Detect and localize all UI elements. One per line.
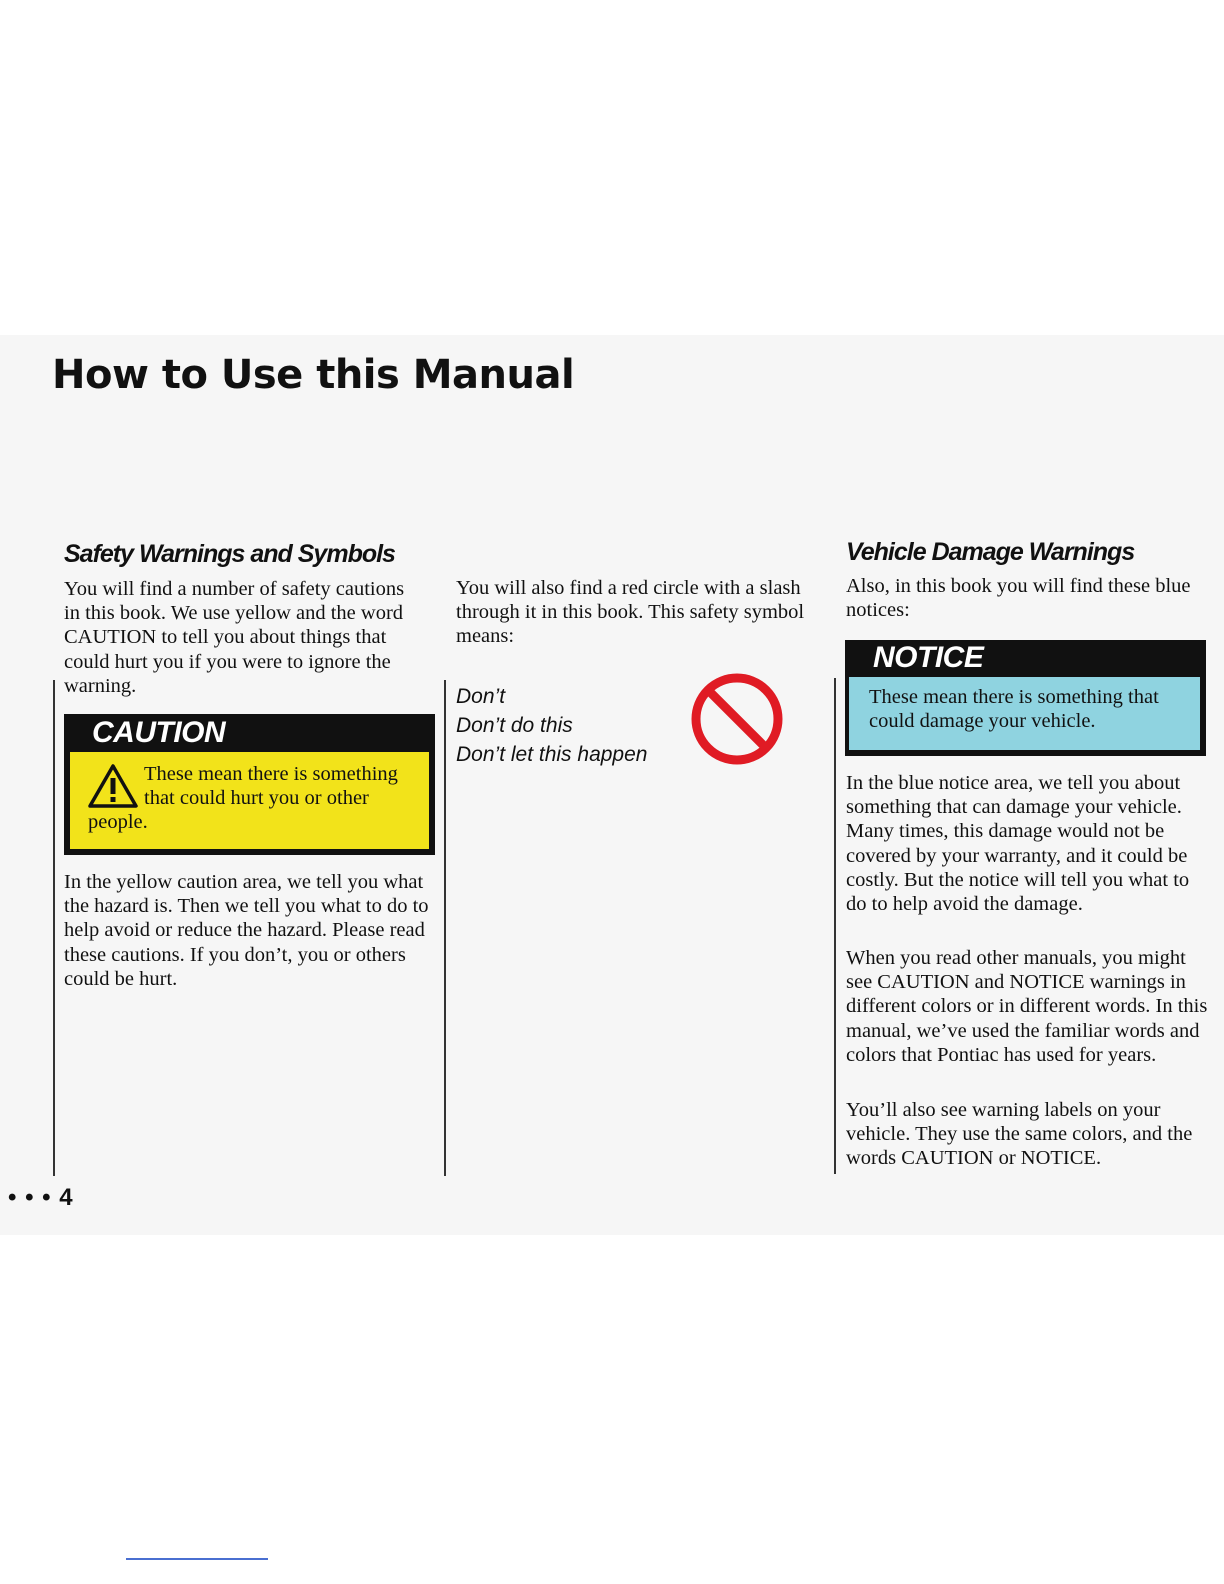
safety-symbol-intro: You will also find a red circle with a slash through it in this book. This safety symbol means: — [456, 577, 805, 648]
safety-heading: Safety Warnings and Symbols — [64, 540, 395, 568]
bottom-rule — [126, 1558, 268, 1560]
caution-content — [88, 762, 418, 835]
notice-intro: Also, in this book you will find these blue notices: — [846, 575, 1191, 622]
page-number: • • • 4 — [8, 1184, 74, 1211]
dont-line-3: Don’t let this happen — [456, 743, 648, 766]
safety-intro: You will find a number of safety cautions in this book. We use yellow and the word CAUTION to tell you about things that could hurt you if you were to ignore the warning. — [64, 578, 405, 697]
caution-panel — [70, 752, 429, 849]
column-divider — [53, 680, 55, 1176]
other-manuals-paragraph: When you read other manuals, you might see CAUTION and NOTICE warnings in different colors or in different words. In this manual, we’ve used the familiar words and colors that Pontiac has used for years. — [846, 947, 1208, 1066]
notice-box — [845, 640, 1206, 756]
warning-labels-paragraph: You’ll also see warning labels on your vehicle. They use the same colors, and the words CAUTION or NOTICE. — [846, 1099, 1193, 1170]
no-symbol-icon — [690, 672, 784, 766]
page-title: How to Use this Manual — [52, 352, 575, 398]
caution-title: CAUTION — [92, 716, 226, 749]
vehicle-damage-heading: Vehicle Damage Warnings — [846, 538, 1135, 566]
notice-text: These mean there is something that could damage your vehicle. — [869, 686, 1159, 733]
column-divider — [834, 678, 836, 1174]
caution-explanation: In the yellow caution area, we tell you what the hazard is. Then we tell you what to do to help avoid or reduce the hazard. Please read these cautions. If you don’t, you or others could be hurt. — [64, 871, 429, 990]
caution-text: These mean there is something that could hurt you or other people. — [88, 763, 398, 834]
notice-panel — [849, 677, 1200, 750]
notice-explanation: In the blue notice area, we tell you about something that can damage your vehicle. Many times, this damage would not be covered by your warranty, and it could be costly. But the notice will tell you what to do to help avoid the damage. — [846, 772, 1190, 916]
dont-line-1: Don’t — [456, 685, 506, 708]
warning-triangle-icon — [88, 764, 138, 808]
caution-box — [64, 714, 435, 855]
dont-line-2: Don’t do this — [456, 714, 573, 737]
notice-title: NOTICE — [873, 641, 984, 674]
column-divider — [444, 680, 446, 1176]
